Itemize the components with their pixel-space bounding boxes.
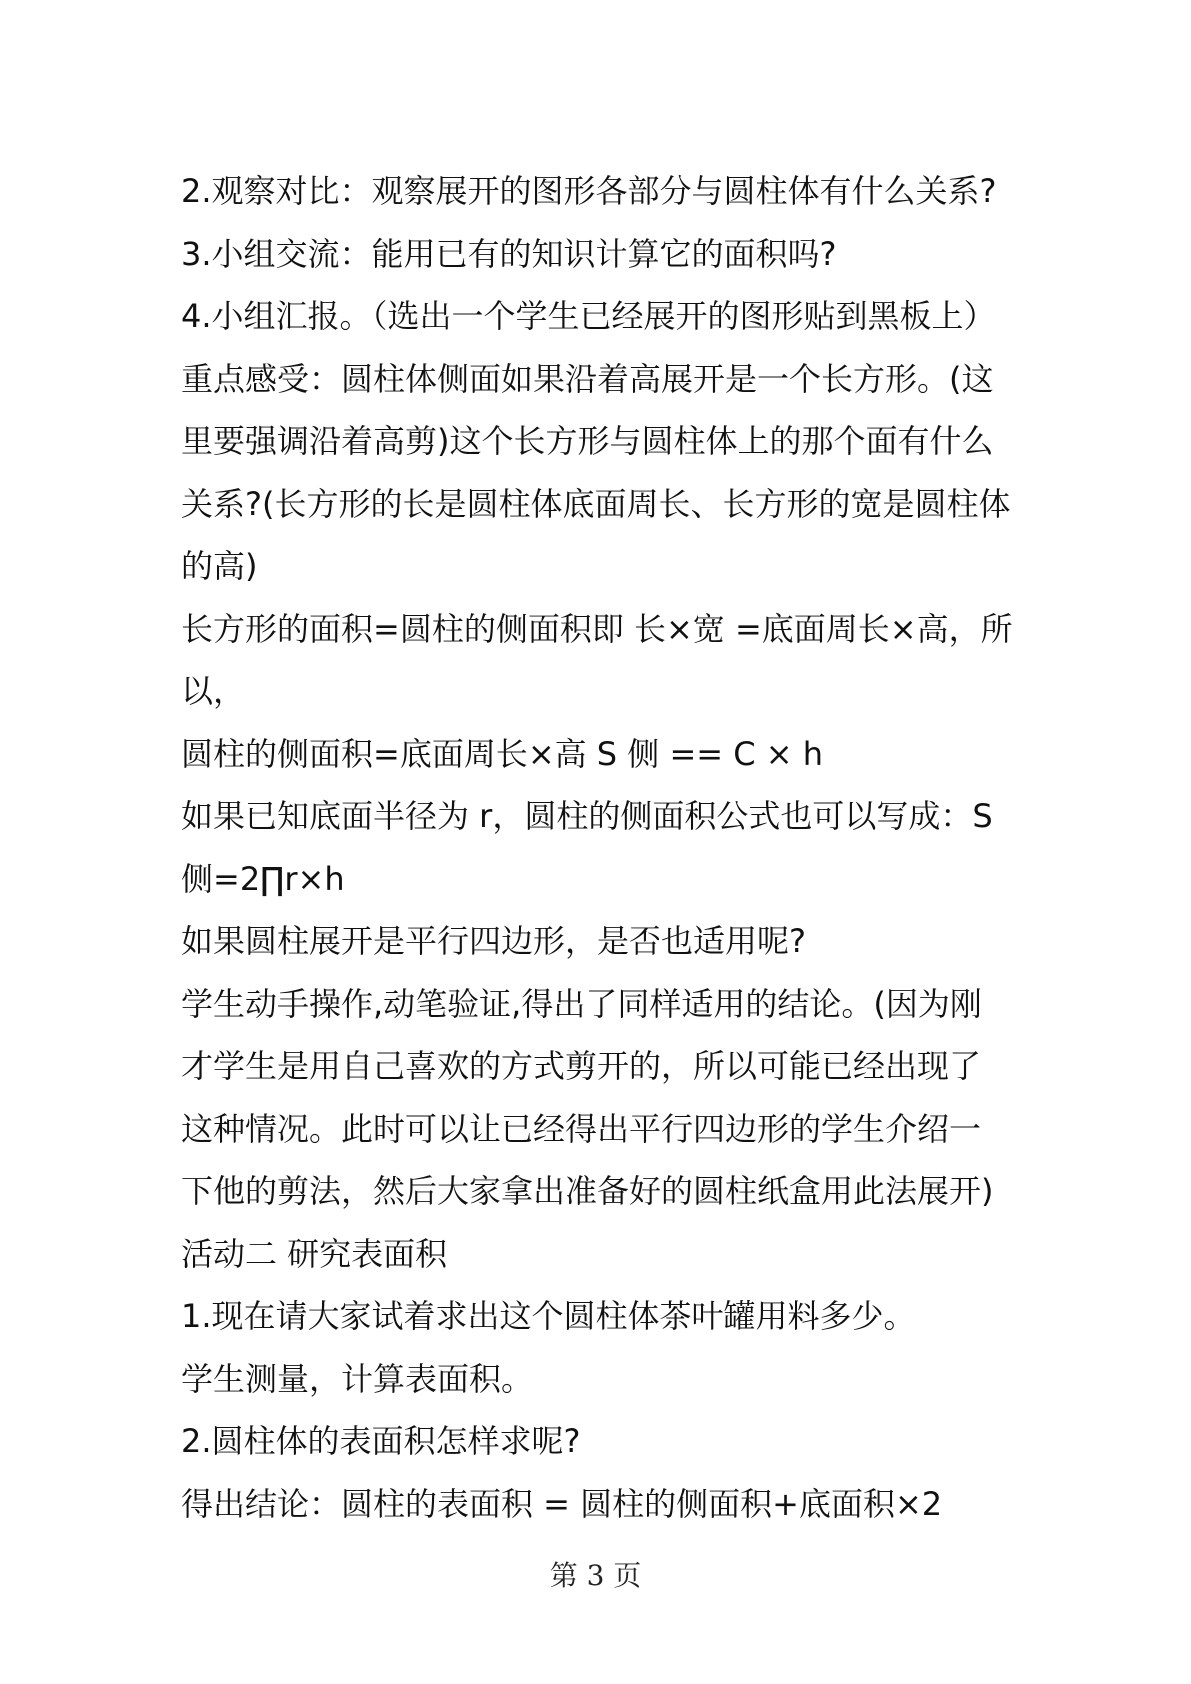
text-line: 得出结论：圆柱的表面积 = 圆柱的侧面积+底面积×2: [181, 1484, 943, 1523]
text-line: 重点感受：圆柱体侧面如果沿着高展开是一个长方形。(这: [181, 359, 994, 398]
text-line: 学生动手操作,动笔验证,得出了同样适用的结论。(因为刚: [181, 984, 982, 1023]
text-line: 关系?(长方形的长是圆柱体底面周长、长方形的宽是圆柱体: [181, 484, 1011, 523]
text-line: 2.观察对比：观察展开的图形各部分与圆柱体有什么关系?: [181, 172, 997, 210]
text-line: 如果圆柱展开是平行四边形，是否也适用呢?: [181, 922, 806, 960]
text-line: 4.小组汇报。（选出一个学生已经展开的图形贴到黑板上）: [181, 297, 996, 335]
text-line: 以，: [181, 672, 246, 710]
text-line: 侧=2∏r×h: [181, 859, 345, 898]
text-line: 这种情况。此时可以让已经得出平行四边形的学生介绍一: [181, 1109, 982, 1148]
page-number: 第 3 页: [549, 1559, 642, 1592]
text-line: 如果已知底面半径为 r，圆柱的侧面积公式也可以写成：S: [181, 797, 993, 835]
text-line: 学生测量，计算表面积。: [181, 1359, 534, 1398]
section-heading: 活动二 研究表面积: [181, 1234, 448, 1273]
text-line: 里要强调沿着高剪)这个长方形与圆柱体上的那个面有什么: [181, 422, 994, 460]
document-body: [181, 160, 1026, 1535]
text-line: 下他的剪法，然后大家拿出准备好的圆柱纸盒用此法展开): [181, 1172, 994, 1210]
text-line: 的高): [181, 547, 258, 585]
text-line: 长方形的面积=圆柱的侧面积即 长×宽 =底面周长×高，所: [181, 609, 1013, 648]
text-line: 才学生是用自己喜欢的方式剪开的，所以可能已经出现了: [181, 1047, 982, 1085]
text-line: 2.圆柱体的表面积怎样求呢?: [181, 1422, 581, 1460]
text-line: 3.小组交流：能用已有的知识计算它的面积吗?: [181, 234, 837, 273]
text-line: 1.现在请大家试着求出这个圆柱体茶叶罐用料多少。: [181, 1297, 916, 1335]
text-line: 圆柱的侧面积=底面周长×高 S 侧 == C × h: [181, 734, 824, 773]
